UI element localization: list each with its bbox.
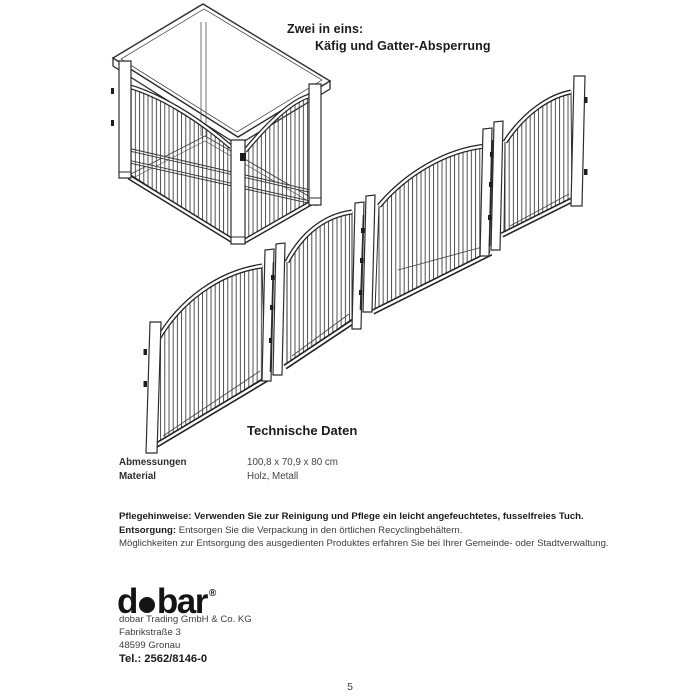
company-street: Fabrikstraße 3 (119, 626, 181, 638)
registered-trademark: ® (208, 588, 217, 599)
phone-number: Tel.: 2562/8146-0 (119, 653, 208, 665)
cage-illustration (111, 4, 330, 244)
care-line-1: Pflegehinweise: Verwenden Sie zur Reinigung und Pflege ein leicht angefeuchtetes, fusselfreies Tuch. (119, 511, 584, 522)
spec-row-material (119, 470, 338, 484)
logo-letters-bar: bar (156, 582, 207, 621)
logo-dot-icon (139, 597, 155, 613)
spec-value-material: Holz, Metall (247, 471, 299, 482)
technical-data-title: Technische Daten (247, 423, 358, 438)
company-address (119, 614, 252, 652)
headline-line1: Zwei in eins: (287, 22, 364, 36)
spec-table (119, 456, 338, 484)
company-city: 48599 Gronau (119, 639, 181, 651)
spec-row-dimensions (119, 456, 338, 470)
headline-line2: Käfig und Gatter-Absperrung (315, 39, 491, 53)
care-line-2-text: Entsorgen Sie die Verpackung in den örtlichen Recyclingbehältern. (176, 524, 463, 536)
spec-value-dimensions: 100,8 x 70,9 x 80 cm (247, 457, 338, 468)
company-name: dobar Trading GmbH & Co. KG (119, 614, 252, 625)
care-instructions (119, 510, 609, 551)
care-line-3: Möglichkeiten zur Entsorgung des ausgedienten Produktes erfahren Sie bei Ihrer Gemeinde- oder Stadtverwaltung. (119, 538, 609, 549)
page-number: 5 (347, 681, 353, 693)
care-line-2-label: Entsorgung: (119, 524, 177, 536)
spec-label-material: Material (119, 471, 157, 482)
care-line-2 (119, 524, 609, 538)
logo-letter-d: d (117, 582, 137, 621)
spec-label-dimensions: Abmessungen (119, 457, 187, 468)
